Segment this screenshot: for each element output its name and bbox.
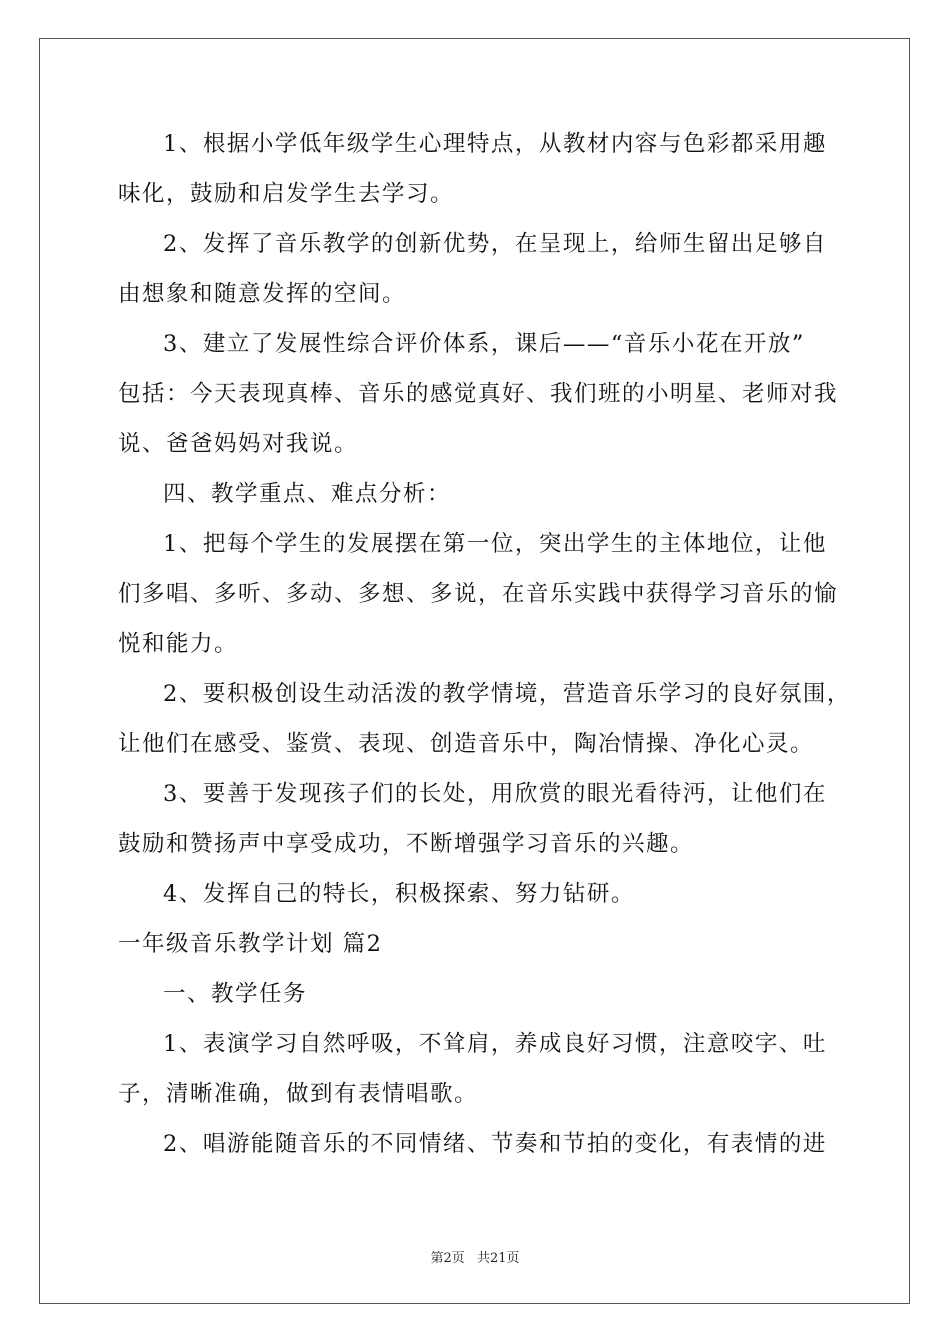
paragraph-line: 鼓励和赞扬声中享受成功，不断增强学习音乐的兴趣。 [118, 831, 695, 857]
paragraph-line: 1、根据小学低年级学生心理特点，从教材内容与色彩都采用趣 [163, 131, 827, 157]
page-footer [0, 1247, 950, 1266]
page-number: 第2页 [430, 1251, 465, 1266]
paragraph-line: 包括：今天表现真棒、音乐的感觉真好、我们班的小明星、老师对我 [118, 381, 839, 407]
document-title: 一年级音乐教学计划 篇2 [118, 931, 383, 957]
paragraph-line: 2、发挥了音乐教学的创新优势，在呈现上，给师生留出足够自 [163, 231, 827, 257]
paragraph-line: 由想象和随意发挥的空间。 [118, 281, 407, 307]
paragraph-line: 说、爸爸妈妈对我说。 [118, 431, 359, 457]
page-total: 共21页 [476, 1251, 520, 1266]
paragraph-line: 3、要善于发现孩子们的长处，用欣赏的眼光看待沔，让他们在 [163, 781, 827, 807]
paragraph-line: 悦和能力。 [118, 631, 239, 657]
paragraph-line: 1、表演学习自然呼吸，不耸肩，养成良好习惯，注意咬字、吐 [163, 1031, 827, 1057]
paragraph-line: 3、建立了发展性综合评价体系，课后——“音乐小花在开放” [163, 331, 805, 357]
paragraph-line: 2、要积极创设生动活泼的教学情境，营造音乐学习的良好氛围， [163, 681, 851, 707]
paragraph-line: 2、唱游能随音乐的不同情绪、节奏和节拍的变化，有表情的进 [163, 1131, 827, 1157]
section-heading: 四、教学重点、难点分析： [163, 481, 452, 507]
section-heading: 一、教学任务 [163, 981, 308, 1007]
paragraph-line: 们多唱、多听、多动、多想、多说，在音乐实践中获得学习音乐的愉 [118, 581, 839, 607]
paragraph-line: 让他们在感受、鉴赏、表现、创造音乐中，陶冶情操、净化心灵。 [118, 731, 815, 757]
paragraph-line: 1、把每个学生的发展摆在第一位，突出学生的主体地位，让他 [163, 531, 827, 557]
paragraph-line: 子，清晰准确，做到有表情唱歌。 [118, 1081, 479, 1107]
paragraph-line: 味化，鼓励和启发学生去学习。 [118, 181, 455, 207]
paragraph-line: 4、发挥自己的特长，积极探索、努力钻研。 [163, 881, 635, 907]
